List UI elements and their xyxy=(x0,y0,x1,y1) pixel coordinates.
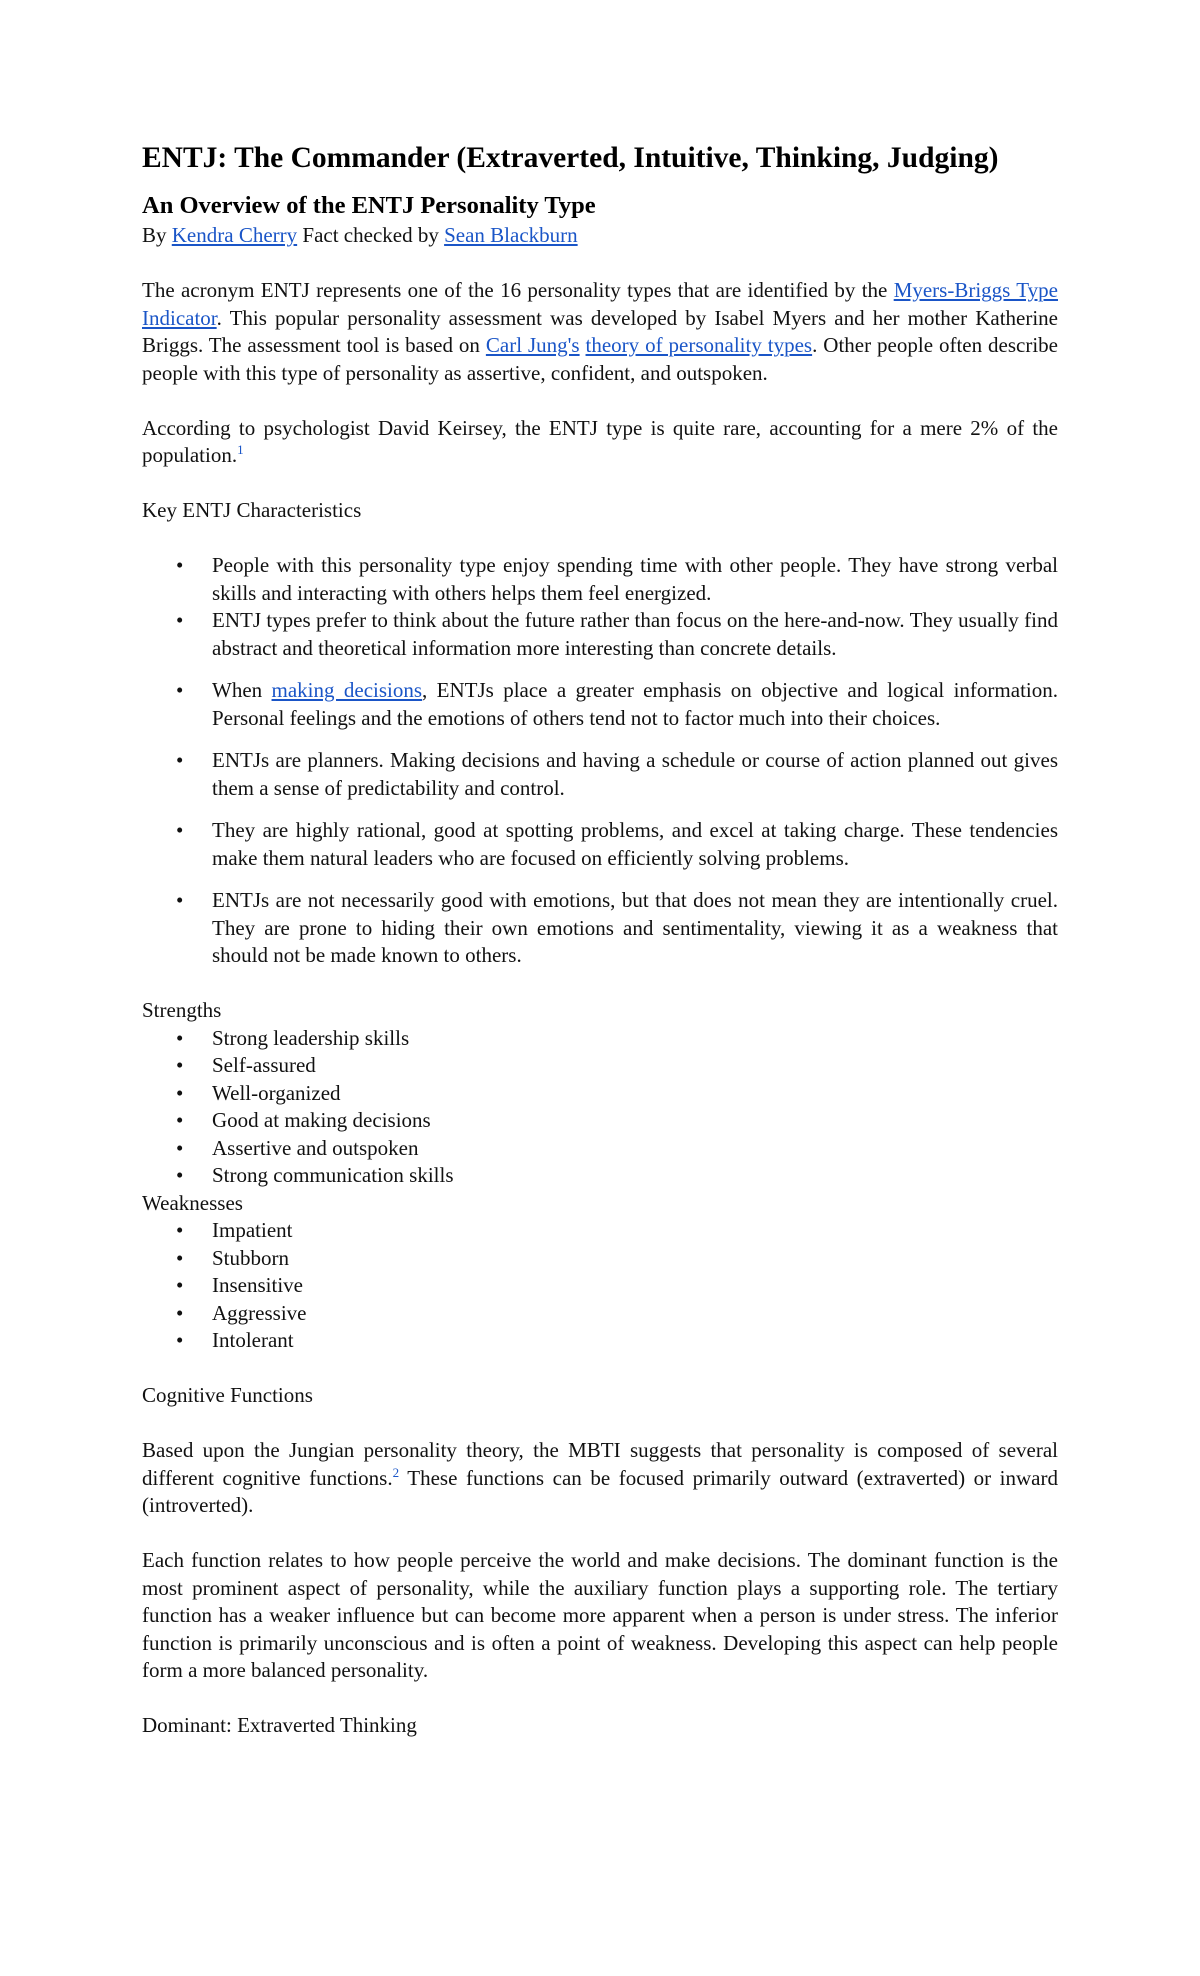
byline-fact-checked: Fact checked by xyxy=(302,223,439,247)
byline xyxy=(142,222,1058,250)
list-item xyxy=(142,677,1058,732)
list-item: • Insensitive xyxy=(142,1272,1058,1300)
list-item-text: When xyxy=(212,678,263,702)
rarity-paragraph xyxy=(142,415,1058,470)
page-subtitle: An Overview of the ENTJ Personality Type xyxy=(142,192,596,219)
list-item: • Assertive and outspoken xyxy=(142,1135,1058,1163)
list-item-text: , ENTJs place a greater emphasis on objective and logical information. Personal feelings and the emotions of others tend not to factor much into their choices. xyxy=(212,678,1058,730)
cognitive-text: Based upon the Jungian personality theory, the MBTI suggests that personality is composed of several different cognitive functions. xyxy=(142,1438,1058,1490)
list-item: • People with this personality type enjoy spending time with other people. They have strong verbal skills and interacting with others helps them feel energized. xyxy=(142,552,1058,607)
theory-of-personality-link[interactable]: theory of personality types xyxy=(585,333,813,357)
weaknesses-list xyxy=(142,1217,1058,1355)
list-item: • Well-organized xyxy=(142,1080,1058,1108)
key-characteristics-list xyxy=(142,552,1058,970)
key-characteristics-heading: Key ENTJ Characteristics xyxy=(142,498,362,522)
intro-text: The acronym ENTJ represents one of the 16 personality types that are identified by the xyxy=(142,278,888,302)
cognitive-paragraph-2: Each function relates to how people perceive the world and make decisions. The dominant function is the most prominent aspect of personality, while the auxiliary function plays a supporting role. The tertiary function has a weaker influence but can become more apparent when a person is under stress. The inferior function is primarily unconscious and is often a point of weakness. Developing this aspect can help people form a more balanced personality. xyxy=(142,1548,1058,1682)
list-item: • Stubborn xyxy=(142,1245,1058,1273)
dominant-function-heading: Dominant: Extraverted Thinking xyxy=(142,1713,417,1737)
footnote-ref-1[interactable]: 1 xyxy=(237,442,244,457)
intro-text: . Other people often describe people with this type of personality as assertive, confident, and outspoken. xyxy=(142,333,1058,385)
fact-checker-link[interactable]: Sean Blackburn xyxy=(444,223,578,247)
page-title: ENTJ: The Commander (Extraverted, Intuitive, Thinking, Judging) xyxy=(142,142,999,174)
intro-paragraph xyxy=(142,277,1058,387)
strengths-list xyxy=(142,1025,1058,1190)
intro-text: . This popular personality assessment was developed by Isabel Myers and her mother Katherine Briggs. The assessment tool is based on xyxy=(142,305,1058,357)
list-item: • ENTJs are not necessarily good with emotions, but that does not mean they are intentionally cruel. They are prone to hiding their own emotions and sentimentality, viewing it as a weakness that should not be made known to others. xyxy=(142,887,1058,970)
list-item: • Impatient xyxy=(142,1217,1058,1245)
making-decisions-link[interactable]: making decisions xyxy=(271,678,423,702)
carl-jung-link[interactable]: Carl Jung's xyxy=(485,333,580,357)
list-item: • Strong leadership skills xyxy=(142,1025,1058,1053)
list-item: • ENTJ types prefer to think about the future rather than focus on the here-and-now. They usually find abstract and theoretical information more interesting than concrete details. xyxy=(142,607,1058,662)
cognitive-text: These functions can be focused primarily outward (extraverted) or inward (introverted). xyxy=(142,1465,1058,1517)
article-body xyxy=(142,138,1058,1740)
list-item: • They are highly rational, good at spotting problems, and excel at taking charge. These tendencies make them natural leaders who are focused on efficiently solving problems. xyxy=(142,817,1058,872)
byline-by: By xyxy=(142,223,167,247)
cognitive-paragraph-1 xyxy=(142,1437,1058,1520)
list-item: • Intolerant xyxy=(142,1327,1058,1355)
author-link[interactable]: Kendra Cherry xyxy=(171,223,298,247)
list-item: • Good at making decisions xyxy=(142,1107,1058,1135)
footnote-ref-2[interactable]: 2 xyxy=(392,1464,400,1480)
list-item: • ENTJs are planners. Making decisions and having a schedule or course of action planned out gives them a sense of predictability and control. xyxy=(142,747,1058,802)
weaknesses-heading: Weaknesses xyxy=(142,1190,243,1215)
list-item: • Aggressive xyxy=(142,1300,1058,1328)
list-item: • Strong communication skills xyxy=(142,1162,1058,1190)
rarity-text: According to psychologist David Keirsey, the ENTJ type is quite rare, accounting for a mere 2% of the population. xyxy=(142,415,1058,467)
cognitive-functions-heading: Cognitive Functions xyxy=(142,1383,313,1407)
myers-briggs-link[interactable]: Myers-Briggs Type Indicator xyxy=(142,278,1058,330)
list-item: • Self-assured xyxy=(142,1052,1058,1080)
strengths-heading: Strengths xyxy=(142,998,222,1022)
